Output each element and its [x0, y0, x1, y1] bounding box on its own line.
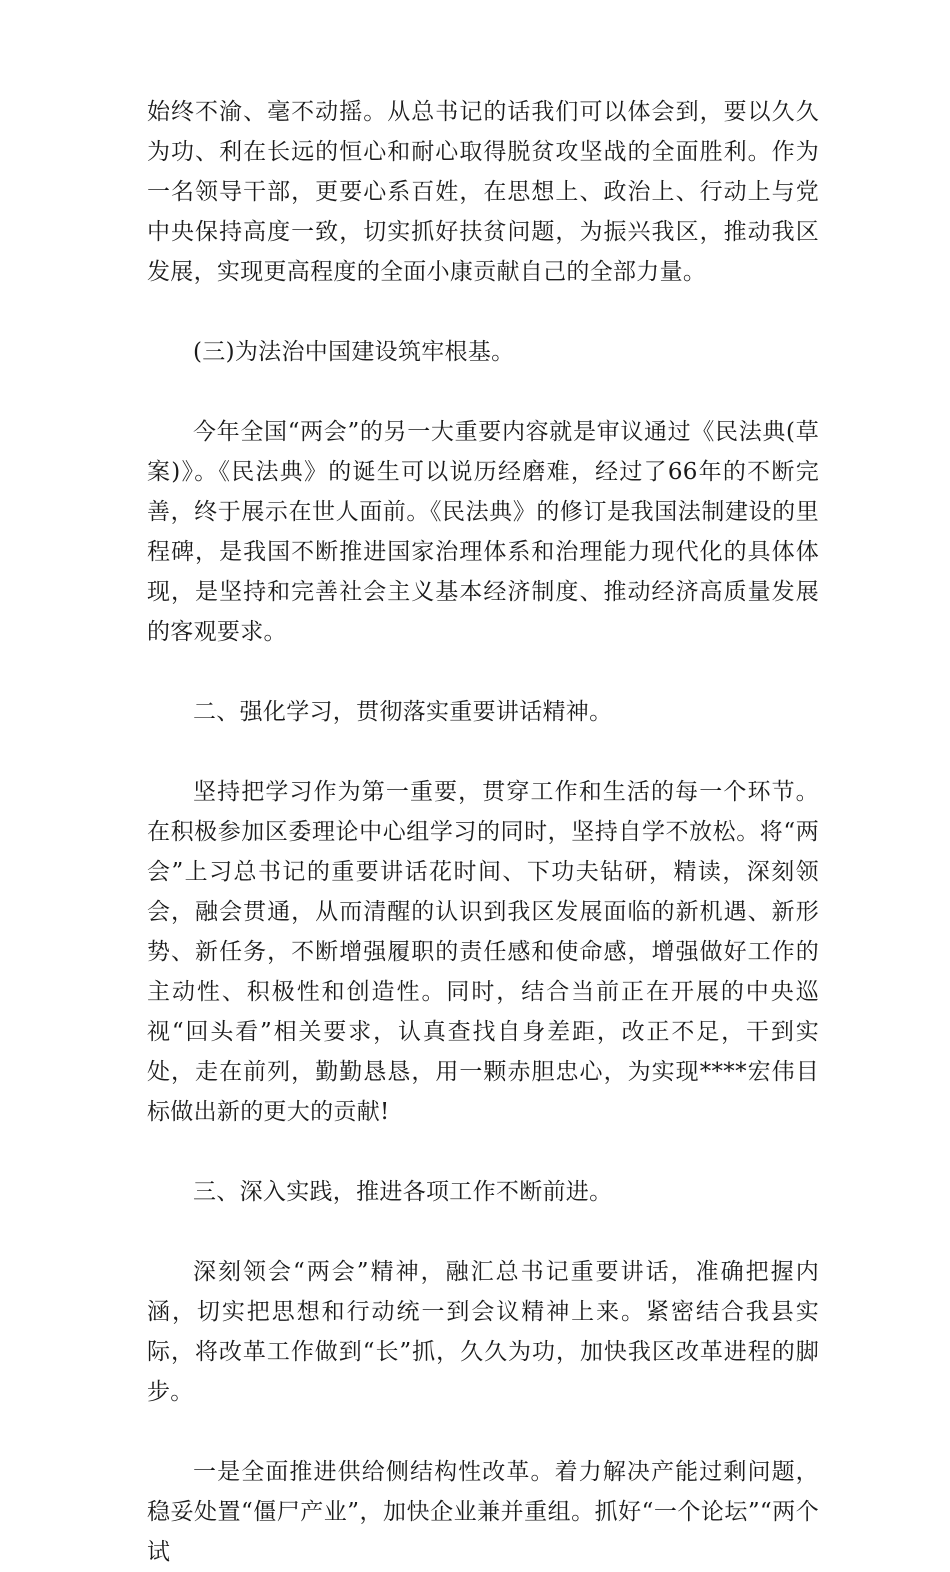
- paragraph-practice: 深刻领会“两会”精神，融汇总书记重要讲话，准确把握内涵，切实把思想和行动统一到会议精神上来。紧密结合我县实际，将改革工作做到“长”抓，久久为功，加快我区改革进程的脚步。: [147, 1259, 819, 1405]
- paragraph-continuation: 始终不渝、毫不动摇。从总书记的话我们可以体会到，要以久久为功、利在长远的恒心和耐心取得脱贫攻坚战的全面胜利。作为一名领导干部，更要心系百姓，在思想上、政治上、行动上与党中央保持高度一致，切实抓好扶贫问题，为振兴我区，推动我区发展，实现更高程度的全面小康贡献自己的全部力量。: [147, 99, 819, 285]
- document-body: [147, 92, 819, 1572]
- paragraph-civil-code: 今年全国“两会”的另一大重要内容就是审议通过《民法典(草案)》。《民法典》的诞生可以说历经磨难，经过了66年的不断完善，终于展示在世人面前。《民法典》的修订是我国法制建设的里程碑，是我国不断推进国家治理体系和治理能力现代化的具体体现，是坚持和完善社会主义基本经济制度、推动经济高质量发展的客观要求。: [147, 419, 819, 645]
- paragraph-supply-side-reform: 一是全面推进供给侧结构性改革。着力解决产能过剩问题，稳妥处置“僵尸产业”，加快企业兼并重组。抓好“一个论坛”“两个试: [147, 1459, 819, 1565]
- section-heading-rule-of-law: (三)为法治中国建设筑牢根基。: [193, 339, 515, 365]
- section-heading-practice: 三、深入实践，推进各项工作不断前进。: [193, 1179, 613, 1205]
- section-heading-study: 二、强化学习，贯彻落实重要讲话精神。: [193, 699, 613, 725]
- paragraph-study: 坚持把学习作为第一重要，贯穿工作和生活的每一个环节。在积极参加区委理论中心组学习的同时，坚持自学不放松。将“两会”上习总书记的重要讲话花时间、下功夫钻研，精读，深刻领会，融会贯通，从而清醒的认识到我区发展面临的新机遇、新形势、新任务，不断增强履职的责任感和使命感，增强做好工作的主动性、积极性和创造性。同时，结合当前正在开展的中央巡视“回头看”相关要求，认真查找自身差距，改正不足，干到实处，走在前列，勤勤恳恳，用一颗赤胆忠心，为实现****宏伟目标做出新的更大的贡献!: [147, 779, 819, 1125]
